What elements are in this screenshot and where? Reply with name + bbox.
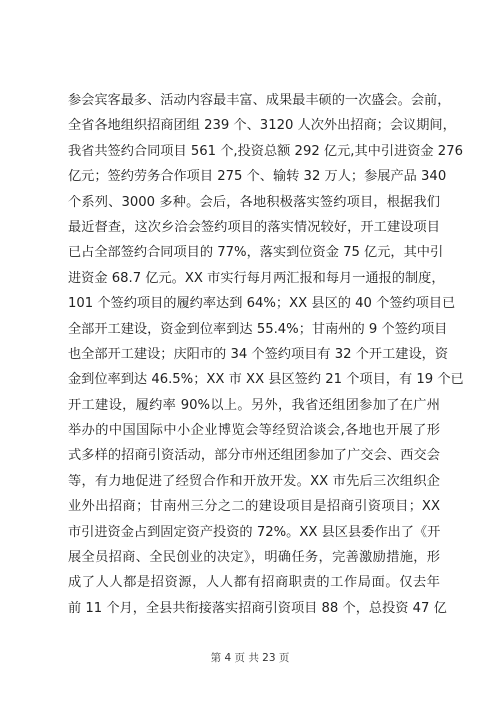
text-line: 全省各地组织招商团组 239 个、3120 人次外出招商；会议期间，	[68, 118, 456, 134]
text-line: 前 11 个月，全县共衔接落实招商引资项目 88 个，总投资 47 亿	[68, 600, 447, 616]
text-line: 开工建设，履约率 90%以上。另外，我省还组团参加了在广州	[68, 397, 440, 413]
text-line: 我省共签约合同项目 561 个,投资总额 292 亿元,其中引进资金 276	[68, 143, 463, 159]
text-line: 式多样的招商引资活动，部分市州还组团参加了广交会、西交会	[68, 448, 440, 464]
text-line: 也全部开工建设；庆阳市的 34 个签约项目有 32 个开工建设，资	[68, 346, 449, 362]
text-line: 市引进资金占到固定资产投资的 72%。XX 县区县委作出了《开	[68, 524, 441, 540]
text-line: 业外出招商；甘南州三分之二的建设项目是招商引资项目；XX	[68, 499, 440, 515]
text-line: 进资金 68.7 亿元。XX 市实行每月两汇报和每月一通报的制度，	[68, 270, 445, 286]
text-line: 亿元；签约劳务合作项目 275 个、输转 32 万人；参展产品 340	[68, 169, 447, 185]
page-number: 第 4 页 共 23 页	[210, 652, 290, 664]
text-line: 等，有力地促进了经贸合作和开放开发。XX 市先后三次组织企	[68, 473, 440, 489]
text-line: 全部开工建设，资金到位率到达 55.4%；甘南州的 9 个签约项目	[68, 321, 448, 337]
text-line: 金到位率到达 46.5%；XX 市 XX 县区签约 21 个项目，有 19 个已	[68, 372, 464, 388]
text-line: 举办的中国国际中小企业博览会等经贸洽谈会,各地也开展了形	[68, 423, 440, 439]
text-line: 展全员招商、全民创业的决定》，明确任务，完善激励措施，形	[68, 550, 440, 566]
text-line: 最近督查，这次乡洽会签约项目的落实情况较好，开工建设项目	[68, 219, 440, 235]
body-paragraph	[68, 88, 464, 621]
page-footer	[0, 651, 500, 665]
text-line: 101 个签约项目的履约率达到 64%；XX 县区的 40 个签约项目已	[68, 296, 456, 312]
text-line: 成了人人都是招资源，人人都有招商职责的工作局面。仅去年	[68, 575, 440, 591]
text-line: 参会宾客最多、活动内容最丰富、成果最丰硕的一次盛会。会前，	[68, 93, 451, 108]
text-line: 个系列、3000 多种。会后，各地积极落实签约项目，根据我们	[68, 194, 440, 210]
text-line: 已占全部签约合同项目的 77%，落实到位资金 75 亿元，其中引	[68, 245, 444, 261]
